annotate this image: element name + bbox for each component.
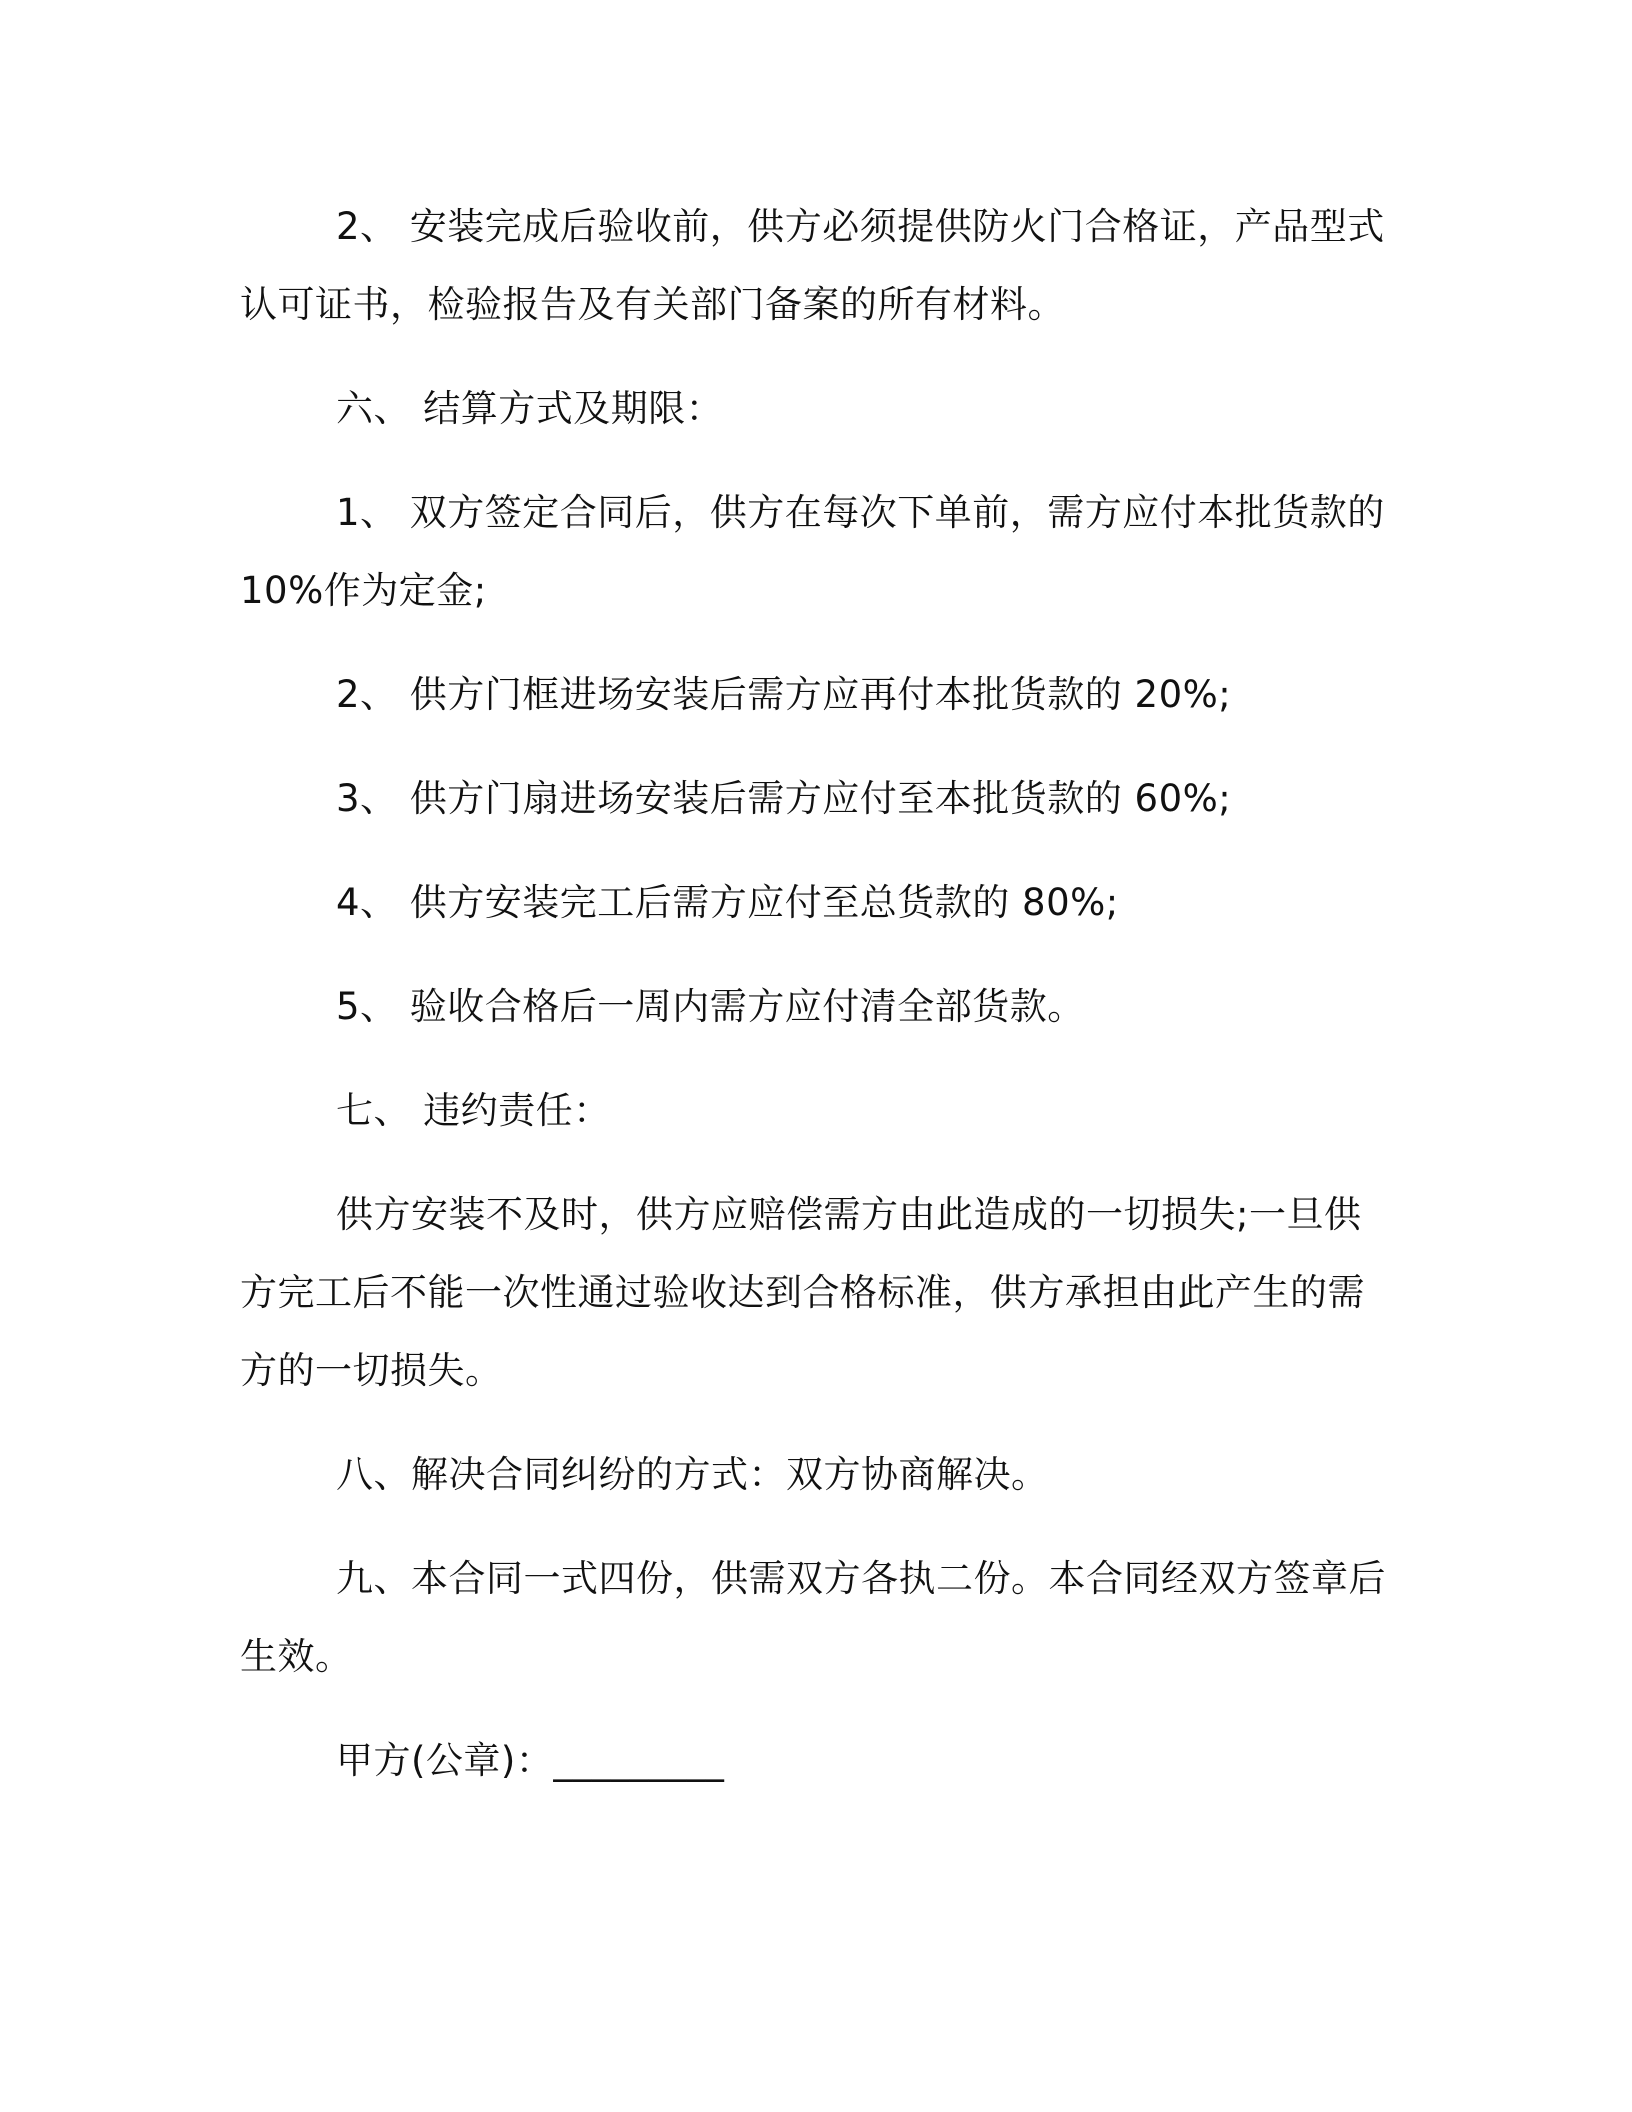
paragraph-settlement-2: 2、 供方门框进场安装后需方应再付本批货款的 20%;: [336, 673, 1232, 716]
paragraph-copies-effective: 九、本合同一式四份，供需双方各执二份。本合同经双方签章后生效。: [240, 1557, 1386, 1678]
paragraph-settlement-1: 1、 双方签定合同后，供方在每次下单前，需方应付本批货款的10%作为定金;: [240, 491, 1385, 612]
party-a-seal-line: 甲方(公章)：_________: [336, 1739, 725, 1782]
heading-settlement: 六、 结算方式及期限：: [336, 387, 724, 430]
paragraph-settlement-4: 4、 供方安装完工后需方应付至总货款的 80%;: [336, 881, 1119, 924]
paragraph-settlement-5: 5、 验收合格后一周内需方应付清全部货款。: [336, 985, 1085, 1028]
paragraph-settlement-3: 3、 供方门扇进场安装后需方应付至本批货款的 60%;: [336, 777, 1232, 820]
paragraph-dispute-resolution: 八、解决合同纠纷的方式：双方协商解决。: [336, 1453, 1049, 1496]
document-body: [240, 188, 1390, 1800]
heading-breach-liability: 七、 违约责任：: [336, 1089, 611, 1132]
paragraph-acceptance-materials: 2、 安装完成后验收前，供方必须提供防火门合格证，产品型式认可证书，检验报告及有关部门备案的所有材料。: [240, 205, 1385, 326]
paragraph-breach-liability: 供方安装不及时，供方应赔偿需方由此造成的一切损失;一旦供方完工后不能一次性通过验收达到合格标准，供方承担由此产生的需方的一切损失。: [240, 1193, 1365, 1392]
